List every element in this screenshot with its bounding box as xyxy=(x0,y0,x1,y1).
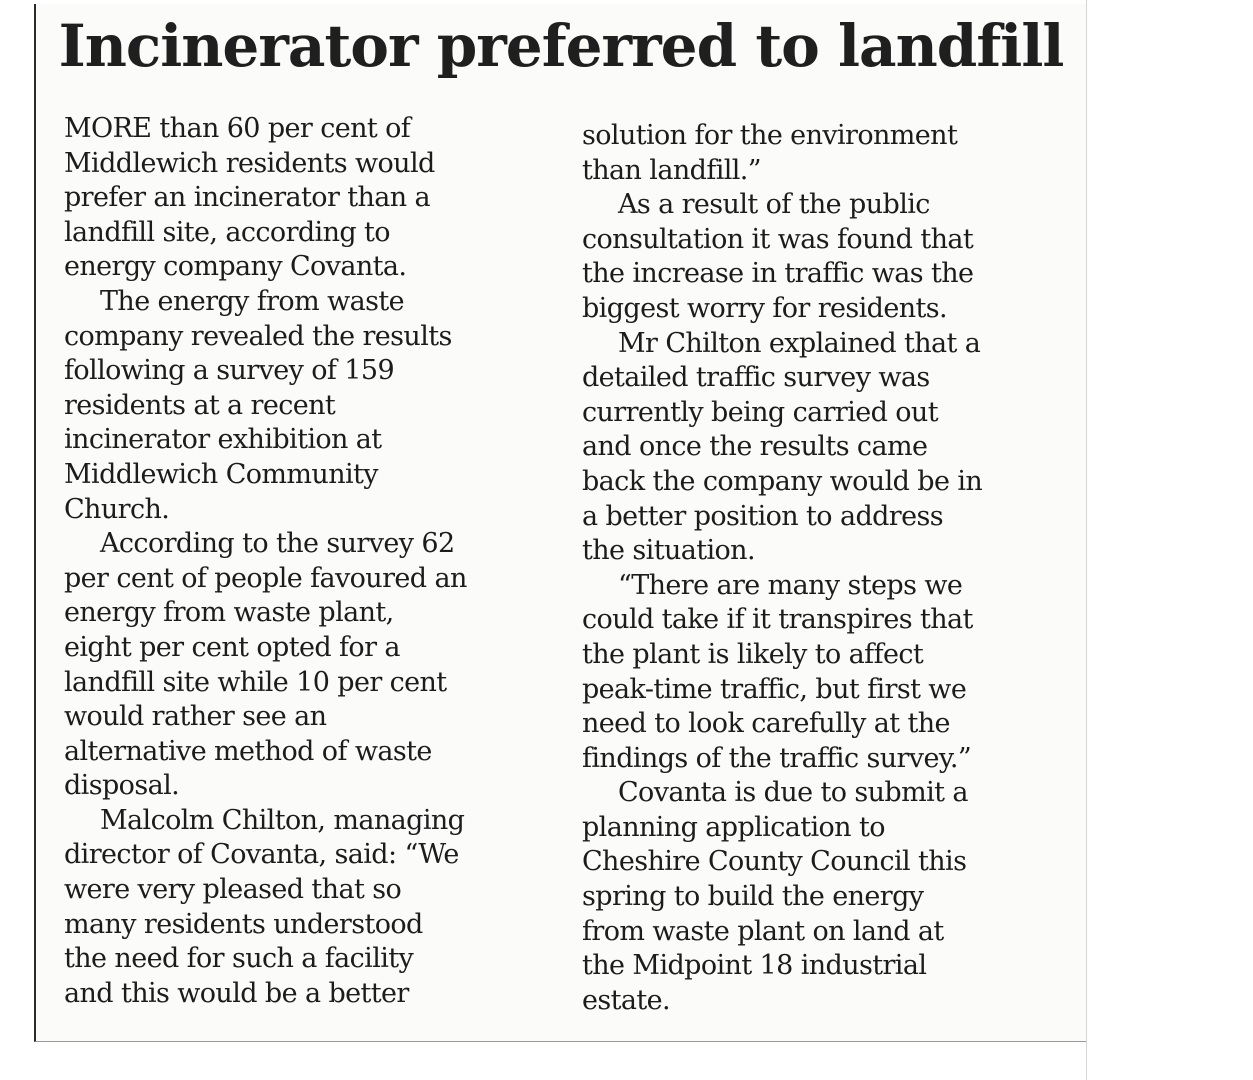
article-text-line: “There are many steps we xyxy=(618,569,963,601)
article-headline: Incinerator preferred to landfill xyxy=(58,12,1064,80)
article-text-line: many residents understood xyxy=(64,908,423,940)
article-text-line: biggest worry for residents. xyxy=(582,292,948,324)
article-text-line: Middlewich residents would xyxy=(64,147,435,179)
article-text-line: and this would be a better xyxy=(64,977,409,1009)
article-text-line: need to look carefully at the xyxy=(582,708,950,740)
article-text-line: landfill site while 10 per cent xyxy=(64,666,447,698)
article-text-line: solution for the environment xyxy=(582,120,958,151)
article-text-line: landfill site, according to xyxy=(64,216,390,248)
article-text-line: and once the results came xyxy=(582,431,928,463)
scan-edge-divider xyxy=(1086,0,1087,1080)
article-text-line: currently being carried out xyxy=(582,396,938,428)
article-text-line: residents at a recent xyxy=(64,389,336,421)
article-column-left xyxy=(64,112,564,1011)
article-text-line: the need for such a facility xyxy=(64,943,414,975)
article-text-line: peak-time traffic, but first we xyxy=(582,673,967,705)
article-column-right xyxy=(582,119,1082,1018)
article-text-line: than landfill.” xyxy=(582,154,761,186)
article-text-line: Church. xyxy=(64,493,170,525)
article-text-line: Covanta is due to submit a xyxy=(618,777,968,809)
article-text-line: According to the survey 62 xyxy=(100,528,455,560)
article-text-line: Mr Chilton explained that a xyxy=(618,327,981,359)
article-text-line: findings of the traffic survey.” xyxy=(582,742,972,774)
article-text-line: the plant is likely to affect xyxy=(582,638,924,670)
article-text-line: company revealed the results xyxy=(64,320,452,352)
article-text-line: Cheshire County Council this xyxy=(582,846,967,878)
article-text-line: energy from waste plant, xyxy=(64,597,394,629)
article-text-line: energy company Covanta. xyxy=(64,251,407,283)
article-text-line: were very pleased that so xyxy=(64,874,402,906)
article-text-line: estate. xyxy=(582,984,670,1016)
article-text-line: could take if it transpires that xyxy=(582,604,973,636)
article-text-line: Middlewich Community xyxy=(64,458,378,490)
article-text-line: The energy from waste xyxy=(100,285,404,317)
article-text-line: Malcolm Chilton, managing xyxy=(100,804,465,836)
article-text-line: incinerator exhibition at xyxy=(64,424,382,456)
article-text-line: consultation it was found that xyxy=(582,223,974,255)
article-text-line: alternative method of waste xyxy=(64,735,432,767)
article-text-line: the Midpoint 18 industrial xyxy=(582,950,927,982)
article-text-line: would rather see an xyxy=(64,701,327,733)
article-text-line: spring to build the energy xyxy=(582,881,924,913)
article-text-line: detailed traffic survey was xyxy=(582,362,930,394)
article-text-line: director of Covanta, said: “We xyxy=(64,839,459,871)
article-text-line: eight per cent opted for a xyxy=(64,631,400,663)
article-text-line: MORE than 60 per cent of xyxy=(64,113,411,144)
article-text-line: the situation. xyxy=(582,535,755,567)
article-text-line: prefer an incinerator than a xyxy=(64,182,431,214)
article-text-line: a better position to address xyxy=(582,500,944,532)
article-text-line: back the company would be in xyxy=(582,465,983,497)
article-text-line: following a survey of 159 xyxy=(64,355,395,387)
article-text-line: planning application to xyxy=(582,811,885,843)
article-text-line: from waste plant on land at xyxy=(582,915,944,947)
article-text-line: disposal. xyxy=(64,770,180,802)
article-text-line: As a result of the public xyxy=(618,189,930,221)
article-text-line: the increase in traffic was the xyxy=(582,258,974,290)
article-text-line: per cent of people favoured an xyxy=(64,562,467,594)
